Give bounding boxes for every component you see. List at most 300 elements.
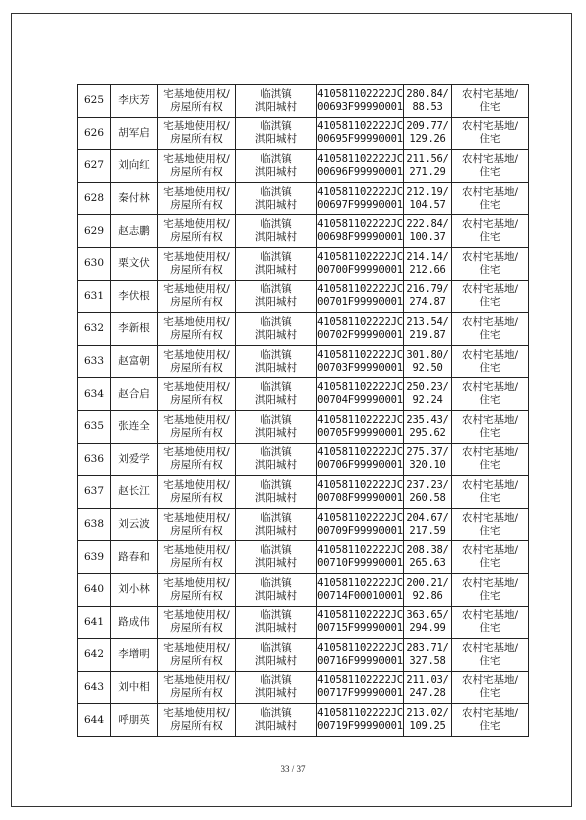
table-row: [78, 573, 529, 606]
cell-owner-name: 刘小林: [111, 573, 158, 606]
cell-location: [236, 443, 317, 476]
cell-location-line: 临淇镇: [260, 218, 292, 231]
cell-right-type-line: 房屋所有权: [170, 622, 223, 635]
cell-parcel-code-line: 00717F99990001: [317, 687, 403, 700]
table-row: [78, 280, 529, 313]
cell-land-use: [452, 476, 529, 509]
cell-area-line: 250.23/: [406, 381, 449, 394]
cell-owner-name: 秦付林: [111, 182, 158, 215]
cell-area: [404, 606, 452, 639]
cell-parcel-code: [317, 182, 404, 215]
cell-area-line: 204.67/: [406, 511, 449, 524]
cell-land-use: [452, 150, 529, 183]
cell-area-line: 129.26: [409, 133, 446, 146]
cell-right-type-line: 宅基地使用权/: [163, 511, 230, 524]
cell-land-use: [452, 606, 529, 639]
cell-location-line: 临淇镇: [260, 609, 292, 622]
cell-record-number: 639: [78, 541, 111, 574]
cell-record-number: 629: [78, 215, 111, 248]
cell-location-line: 淇阳城村: [255, 426, 297, 439]
cell-right-type-line: 房屋所有权: [170, 426, 223, 439]
cell-area-line: 92.86: [412, 589, 443, 602]
cell-land-use-line: 农村宅基地/: [461, 315, 519, 328]
cell-parcel-code: [317, 117, 404, 150]
cell-parcel-code-line: 00693F99990001: [317, 100, 403, 113]
cell-location: [236, 476, 317, 509]
cell-location: [236, 85, 317, 118]
cell-area: [404, 541, 452, 574]
cell-right-type-line: 房屋所有权: [170, 133, 223, 146]
cell-location-line: 淇阳城村: [255, 720, 297, 733]
cell-parcel-code-line: 410581102222JC: [317, 250, 403, 263]
cell-parcel-code-line: 410581102222JC: [317, 674, 403, 687]
cell-location: [236, 704, 317, 737]
cell-area-line: 211.56/: [406, 152, 449, 165]
cell-area-line: 219.87: [409, 328, 446, 341]
cell-right-type-line: 宅基地使用权/: [163, 478, 230, 491]
cell-location-line: 淇阳城村: [255, 328, 297, 341]
cell-location: [236, 541, 317, 574]
cell-land-use-line: 住宅: [479, 491, 501, 504]
cell-parcel-code-line: 00706F99990001: [317, 459, 403, 472]
cell-parcel-code-line: 00702F99990001: [317, 328, 403, 341]
cell-right-type: [158, 215, 236, 248]
table-row: [78, 313, 529, 346]
cell-location-line: 淇阳城村: [255, 459, 297, 472]
cell-owner-name: 路成伟: [111, 606, 158, 639]
cell-parcel-code-line: 410581102222JC: [317, 446, 403, 459]
cell-parcel-code-line: 00719F99990001: [317, 720, 403, 733]
cell-land-use: [452, 410, 529, 443]
cell-land-use-line: 农村宅基地/: [461, 218, 519, 231]
cell-land-use-line: 住宅: [479, 296, 501, 309]
cell-location: [236, 410, 317, 443]
cell-parcel-code: [317, 378, 404, 411]
table-row: [78, 247, 529, 280]
cell-land-use-line: 农村宅基地/: [461, 283, 519, 296]
cell-area: [404, 117, 452, 150]
cell-parcel-code-line: 410581102222JC: [317, 576, 403, 589]
cell-area: [404, 410, 452, 443]
cell-land-use-line: 农村宅基地/: [461, 544, 519, 557]
cell-parcel-code: [317, 541, 404, 574]
cell-area-line: 212.19/: [406, 185, 449, 198]
cell-land-use: [452, 639, 529, 672]
cell-land-use-line: 住宅: [479, 459, 501, 472]
cell-land-use: [452, 573, 529, 606]
table-row: [78, 85, 529, 118]
cell-right-type: [158, 508, 236, 541]
cell-parcel-code-line: 410581102222JC: [317, 348, 403, 361]
cell-land-use: [452, 313, 529, 346]
cell-right-type: [158, 85, 236, 118]
cell-right-type: [158, 639, 236, 672]
table-row: [78, 639, 529, 672]
cell-parcel-code-line: 00710F99990001: [317, 557, 403, 570]
cell-record-number: 641: [78, 606, 111, 639]
cell-parcel-code: [317, 313, 404, 346]
cell-parcel-code-line: 410581102222JC: [317, 218, 403, 231]
cell-area-line: 283.71/: [406, 641, 449, 654]
cell-location: [236, 215, 317, 248]
cell-parcel-code-line: 00714F00010001: [317, 589, 403, 602]
cell-parcel-code-line: 00716F99990001: [317, 654, 403, 667]
cell-record-number: 636: [78, 443, 111, 476]
cell-location-line: 淇阳城村: [255, 557, 297, 570]
cell-location: [236, 117, 317, 150]
cell-right-type-line: 宅基地使用权/: [163, 641, 230, 654]
cell-area-line: 92.50: [412, 361, 443, 374]
records-table: [77, 84, 529, 737]
cell-record-number: 625: [78, 85, 111, 118]
cell-parcel-code-line: 00703F99990001: [317, 361, 403, 374]
cell-record-number: 638: [78, 508, 111, 541]
cell-right-type-line: 房屋所有权: [170, 491, 223, 504]
cell-area: [404, 443, 452, 476]
cell-right-type-line: 宅基地使用权/: [163, 576, 230, 589]
cell-right-type: [158, 247, 236, 280]
page-number: 33 / 37: [280, 764, 306, 774]
cell-location-line: 临淇镇: [260, 446, 292, 459]
cell-parcel-code: [317, 443, 404, 476]
cell-parcel-code: [317, 150, 404, 183]
cell-parcel-code-line: 410581102222JC: [317, 381, 403, 394]
table-row: [78, 215, 529, 248]
cell-land-use-line: 住宅: [479, 263, 501, 276]
cell-right-type: [158, 280, 236, 313]
cell-location-line: 淇阳城村: [255, 524, 297, 537]
cell-location: [236, 606, 317, 639]
cell-right-type: [158, 410, 236, 443]
cell-right-type: [158, 117, 236, 150]
cell-parcel-code-line: 00715F99990001: [317, 622, 403, 635]
table-row: [78, 117, 529, 150]
cell-right-type-line: 房屋所有权: [170, 394, 223, 407]
cell-land-use-line: 农村宅基地/: [461, 707, 519, 720]
cell-area-line: 213.54/: [406, 315, 449, 328]
cell-owner-name: 刘云波: [111, 508, 158, 541]
cell-location-line: 临淇镇: [260, 315, 292, 328]
cell-land-use-line: 住宅: [479, 231, 501, 244]
cell-area-line: 327.58: [409, 654, 446, 667]
cell-area-line: 320.10: [409, 459, 446, 472]
cell-right-type-line: 房屋所有权: [170, 231, 223, 244]
cell-parcel-code-line: 00697F99990001: [317, 198, 403, 211]
cell-right-type-line: 宅基地使用权/: [163, 185, 230, 198]
cell-record-number: 635: [78, 410, 111, 443]
cell-location-line: 临淇镇: [260, 250, 292, 263]
cell-land-use-line: 住宅: [479, 394, 501, 407]
cell-right-type: [158, 182, 236, 215]
cell-right-type-line: 房屋所有权: [170, 557, 223, 570]
cell-owner-name: 刘向红: [111, 150, 158, 183]
cell-area-line: 200.21/: [406, 576, 449, 589]
cell-land-use-line: 农村宅基地/: [461, 609, 519, 622]
cell-land-use-line: 农村宅基地/: [461, 120, 519, 133]
cell-owner-name: 赵合启: [111, 378, 158, 411]
cell-area: [404, 182, 452, 215]
table-row: [78, 704, 529, 737]
cell-area: [404, 704, 452, 737]
table-row: [78, 541, 529, 574]
cell-parcel-code-line: 410581102222JC: [317, 413, 403, 426]
cell-right-type: [158, 671, 236, 704]
cell-location-line: 淇阳城村: [255, 491, 297, 504]
cell-land-use: [452, 443, 529, 476]
cell-parcel-code-line: 410581102222JC: [317, 609, 403, 622]
table-row: [78, 378, 529, 411]
cell-parcel-code-line: 00709F99990001: [317, 524, 403, 537]
cell-parcel-code-line: 410581102222JC: [317, 707, 403, 720]
cell-location: [236, 280, 317, 313]
cell-location-line: 临淇镇: [260, 348, 292, 361]
cell-area-line: 265.63: [409, 557, 446, 570]
cell-location: [236, 671, 317, 704]
cell-area: [404, 345, 452, 378]
cell-right-type-line: 房屋所有权: [170, 100, 223, 113]
cell-parcel-code-line: 410581102222JC: [317, 87, 403, 100]
cell-right-type: [158, 704, 236, 737]
cell-land-use-line: 住宅: [479, 133, 501, 146]
cell-area-line: 247.28: [409, 687, 446, 700]
cell-parcel-code: [317, 85, 404, 118]
table-row: [78, 606, 529, 639]
cell-land-use: [452, 247, 529, 280]
cell-parcel-code-line: 410581102222JC: [317, 120, 403, 133]
cell-owner-name: 李伏根: [111, 280, 158, 313]
cell-area-line: 222.84/: [406, 218, 449, 231]
cell-location: [236, 378, 317, 411]
cell-land-use-line: 农村宅基地/: [461, 511, 519, 524]
cell-location: [236, 573, 317, 606]
cell-record-number: 634: [78, 378, 111, 411]
cell-right-type: [158, 345, 236, 378]
cell-area-line: 295.62: [409, 426, 446, 439]
cell-area-line: 100.37: [409, 231, 446, 244]
cell-parcel-code: [317, 573, 404, 606]
cell-location: [236, 345, 317, 378]
cell-location-line: 淇阳城村: [255, 231, 297, 244]
cell-area-line: 217.59: [409, 524, 446, 537]
cell-right-type-line: 宅基地使用权/: [163, 152, 230, 165]
cell-right-type: [158, 573, 236, 606]
cell-record-number: 626: [78, 117, 111, 150]
cell-area: [404, 378, 452, 411]
cell-location-line: 临淇镇: [260, 381, 292, 394]
cell-right-type-line: 房屋所有权: [170, 687, 223, 700]
cell-right-type-line: 宅基地使用权/: [163, 348, 230, 361]
cell-land-use-line: 农村宅基地/: [461, 413, 519, 426]
cell-location-line: 淇阳城村: [255, 100, 297, 113]
cell-parcel-code-line: 00700F99990001: [317, 263, 403, 276]
cell-right-type-line: 房屋所有权: [170, 198, 223, 211]
cell-parcel-code-line: 410581102222JC: [317, 185, 403, 198]
cell-owner-name: 赵志鹏: [111, 215, 158, 248]
cell-parcel-code: [317, 476, 404, 509]
cell-right-type-line: 宅基地使用权/: [163, 250, 230, 263]
cell-right-type-line: 房屋所有权: [170, 589, 223, 602]
cell-right-type-line: 房屋所有权: [170, 328, 223, 341]
cell-owner-name: 胡军启: [111, 117, 158, 150]
cell-owner-name: 李增明: [111, 639, 158, 672]
cell-right-type-line: 宅基地使用权/: [163, 413, 230, 426]
cell-location: [236, 150, 317, 183]
cell-land-use-line: 农村宅基地/: [461, 674, 519, 687]
cell-land-use: [452, 508, 529, 541]
cell-right-type-line: 房屋所有权: [170, 654, 223, 667]
cell-land-use-line: 住宅: [479, 524, 501, 537]
cell-right-type-line: 宅基地使用权/: [163, 87, 230, 100]
cell-area: [404, 508, 452, 541]
table-row: [78, 671, 529, 704]
cell-area-line: 363.65/: [406, 609, 449, 622]
cell-land-use: [452, 671, 529, 704]
table-row: [78, 150, 529, 183]
cell-record-number: 644: [78, 704, 111, 737]
cell-right-type: [158, 443, 236, 476]
cell-land-use-line: 农村宅基地/: [461, 152, 519, 165]
cell-area-line: 216.79/: [406, 283, 449, 296]
cell-area-line: 104.57: [409, 198, 446, 211]
cell-location: [236, 247, 317, 280]
cell-area-line: 280.84/: [406, 87, 449, 100]
cell-area-line: 260.58: [409, 491, 446, 504]
cell-location-line: 临淇镇: [260, 87, 292, 100]
cell-location-line: 临淇镇: [260, 413, 292, 426]
cell-location-line: 淇阳城村: [255, 361, 297, 374]
cell-area: [404, 215, 452, 248]
cell-record-number: 628: [78, 182, 111, 215]
table-row: [78, 182, 529, 215]
cell-location-line: 临淇镇: [260, 283, 292, 296]
cell-right-type: [158, 378, 236, 411]
cell-owner-name: 栗文伏: [111, 247, 158, 280]
cell-area-line: 88.53: [412, 100, 443, 113]
cell-right-type: [158, 313, 236, 346]
cell-owner-name: 刘爱学: [111, 443, 158, 476]
cell-area-line: 213.02/: [406, 707, 449, 720]
cell-location-line: 临淇镇: [260, 641, 292, 654]
cell-parcel-code-line: 410581102222JC: [317, 511, 403, 524]
cell-right-type: [158, 476, 236, 509]
cell-location-line: 临淇镇: [260, 511, 292, 524]
cell-owner-name: 路春和: [111, 541, 158, 574]
cell-land-use-line: 农村宅基地/: [461, 576, 519, 589]
cell-location-line: 淇阳城村: [255, 622, 297, 635]
cell-location: [236, 182, 317, 215]
cell-parcel-code-line: 00695F99990001: [317, 133, 403, 146]
cell-record-number: 642: [78, 639, 111, 672]
cell-location-line: 临淇镇: [260, 478, 292, 491]
cell-location-line: 淇阳城村: [255, 198, 297, 211]
cell-area-line: 271.29: [409, 165, 446, 178]
cell-land-use-line: 住宅: [479, 100, 501, 113]
cell-parcel-code-line: 410581102222JC: [317, 641, 403, 654]
cell-location-line: 淇阳城村: [255, 589, 297, 602]
cell-area: [404, 280, 452, 313]
cell-parcel-code-line: 00704F99990001: [317, 394, 403, 407]
cell-parcel-code-line: 410581102222JC: [317, 315, 403, 328]
cell-area: [404, 247, 452, 280]
cell-area-line: 208.38/: [406, 544, 449, 557]
table-row: [78, 345, 529, 378]
cell-location-line: 临淇镇: [260, 120, 292, 133]
cell-parcel-code-line: 00701F99990001: [317, 296, 403, 309]
cell-area-line: 92.24: [412, 394, 443, 407]
cell-area-line: 274.87: [409, 296, 446, 309]
cell-land-use-line: 住宅: [479, 687, 501, 700]
cell-land-use-line: 农村宅基地/: [461, 250, 519, 263]
cell-owner-name: 李庆芳: [111, 85, 158, 118]
cell-owner-name: 刘中相: [111, 671, 158, 704]
cell-land-use-line: 住宅: [479, 328, 501, 341]
cell-parcel-code-line: 00705F99990001: [317, 426, 403, 439]
cell-owner-name: 呼朋英: [111, 704, 158, 737]
cell-area-line: 214.14/: [406, 250, 449, 263]
cell-right-type-line: 宅基地使用权/: [163, 674, 230, 687]
records-table-body: [78, 85, 529, 737]
cell-owner-name: 张连全: [111, 410, 158, 443]
cell-land-use-line: 住宅: [479, 622, 501, 635]
cell-parcel-code-line: 00708F99990001: [317, 491, 403, 504]
cell-parcel-code: [317, 280, 404, 313]
cell-land-use: [452, 704, 529, 737]
cell-land-use-line: 住宅: [479, 557, 501, 570]
cell-land-use-line: 农村宅基地/: [461, 478, 519, 491]
cell-location-line: 临淇镇: [260, 185, 292, 198]
cell-location-line: 临淇镇: [260, 707, 292, 720]
cell-right-type-line: 宅基地使用权/: [163, 707, 230, 720]
cell-right-type-line: 房屋所有权: [170, 361, 223, 374]
table-row: [78, 410, 529, 443]
cell-area: [404, 85, 452, 118]
cell-parcel-code: [317, 410, 404, 443]
cell-area-line: 301.80/: [406, 348, 449, 361]
cell-owner-name: 赵长江: [111, 476, 158, 509]
cell-land-use: [452, 215, 529, 248]
cell-location-line: 淇阳城村: [255, 687, 297, 700]
cell-parcel-code: [317, 606, 404, 639]
cell-parcel-code: [317, 247, 404, 280]
cell-right-type-line: 宅基地使用权/: [163, 315, 230, 328]
cell-area-line: 109.25: [409, 720, 446, 733]
cell-parcel-code-line: 410581102222JC: [317, 152, 403, 165]
cell-area-line: 275.37/: [406, 446, 449, 459]
cell-land-use-line: 农村宅基地/: [461, 185, 519, 198]
cell-land-use: [452, 85, 529, 118]
cell-right-type-line: 房屋所有权: [170, 524, 223, 537]
cell-location: [236, 639, 317, 672]
cell-location-line: 临淇镇: [260, 576, 292, 589]
cell-location: [236, 508, 317, 541]
cell-parcel-code: [317, 639, 404, 672]
cell-record-number: 643: [78, 671, 111, 704]
cell-parcel-code: [317, 508, 404, 541]
table-row: [78, 476, 529, 509]
cell-right-type-line: 宅基地使用权/: [163, 544, 230, 557]
cell-location-line: 淇阳城村: [255, 263, 297, 276]
cell-location-line: 淇阳城村: [255, 296, 297, 309]
cell-location: [236, 313, 317, 346]
cell-record-number: 640: [78, 573, 111, 606]
cell-area-line: 209.77/: [406, 120, 449, 133]
cell-land-use-line: 农村宅基地/: [461, 641, 519, 654]
cell-land-use: [452, 182, 529, 215]
cell-land-use: [452, 280, 529, 313]
cell-location-line: 淇阳城村: [255, 394, 297, 407]
cell-area-line: 212.66: [409, 263, 446, 276]
table-row: [78, 443, 529, 476]
